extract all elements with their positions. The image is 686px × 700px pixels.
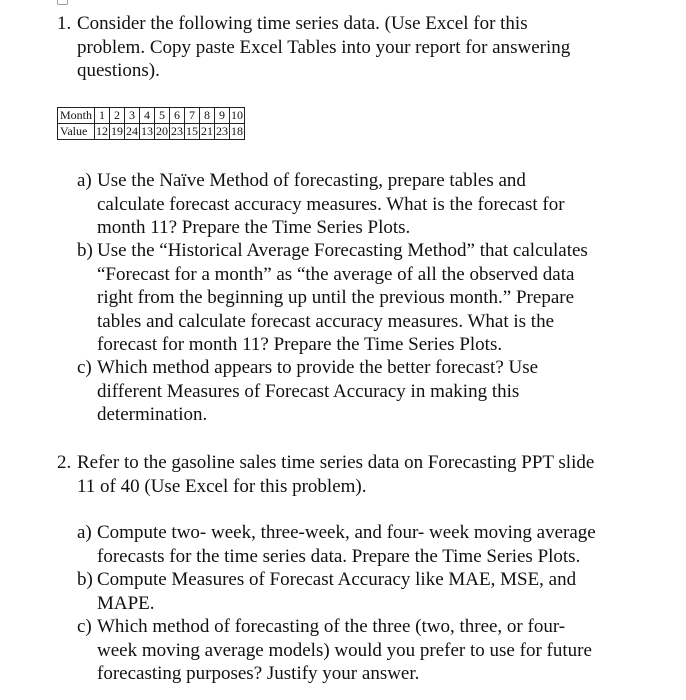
table-cell: 19	[111, 124, 124, 138]
table-cell: 15	[186, 124, 199, 138]
table-cell: 13	[141, 124, 154, 138]
table-cell: 18	[231, 124, 244, 138]
part-letter: a)	[77, 170, 92, 191]
table-cell: 7	[185, 108, 200, 124]
table-row-month	[58, 108, 245, 124]
part-line: “Forecast for a month” as “the average of all the observed data	[97, 263, 575, 285]
table-cell: 12	[96, 124, 109, 138]
question-1-line-2: problem. Copy paste Excel Tables into your report for answering	[77, 36, 571, 58]
question-1-number: 1.	[57, 13, 72, 34]
part-letter: a)	[77, 522, 92, 543]
question-2-line-1: Refer to the gasoline sales time series data on Forecasting PPT slide	[77, 452, 595, 473]
part-line: Compute two- week, three-week, and four- week moving average	[97, 522, 596, 543]
table-cell: 24	[126, 124, 139, 138]
table-cell: 8	[200, 108, 215, 124]
part-letter: c)	[77, 616, 92, 637]
part-line: different Measures of Forecast Accuracy in making this	[97, 380, 520, 402]
question-2-part-b	[77, 568, 677, 615]
checkbox-icon	[57, 0, 68, 5]
part-line: Use the “Historical Average Forecasting Method” that calculates	[97, 240, 588, 261]
question-2-line-2: 11 of 40 (Use Excel for this problem).	[77, 475, 367, 497]
part-letter: c)	[77, 357, 92, 378]
table-cell: 21	[201, 124, 214, 138]
part-line: Use the Naïve Method of forecasting, prepare tables and	[97, 170, 526, 191]
part-line: right from the beginning up until the previous month.” Prepare	[97, 287, 575, 308]
question-1-line-3: questions).	[77, 60, 160, 81]
part-line: Which method appears to provide the better forecast? Use	[97, 357, 539, 378]
part-line: Compute Measures of Forecast Accuracy like MAE, MSE, and	[97, 569, 577, 590]
part-line: calculate forecast accuracy measures. What is the forecast for	[97, 193, 565, 215]
part-line: forecasting purposes? Justify your answer.	[97, 663, 420, 684]
question-1	[57, 12, 677, 83]
table-cell: 4	[140, 108, 155, 124]
question-1-line-1: Consider the following time series data. (Use Excel for this	[77, 13, 528, 34]
time-series-table	[57, 107, 245, 140]
table-row-label: Month	[58, 108, 95, 124]
part-line: Which method of forecasting of the three (two, three, or four-	[97, 616, 566, 637]
part-line: forecasts for the time series data. Prepare the Time Series Plots.	[97, 545, 581, 567]
question-1-part-b	[77, 239, 677, 357]
table-cell: 23	[171, 124, 184, 138]
part-line: tables and calculate forecast accuracy measures. What is the	[97, 310, 555, 332]
table-cell: 1	[95, 108, 110, 124]
question-2-number: 2.	[57, 452, 72, 473]
table-cell: 2	[110, 108, 125, 124]
table-cell: 10	[231, 108, 244, 122]
part-line: week moving average models) would you prefer to use for future	[97, 639, 592, 661]
part-letter: b)	[77, 569, 93, 590]
table-cell: 5	[155, 108, 170, 124]
part-letter: b)	[77, 240, 93, 261]
table-cell: 23	[216, 124, 229, 138]
question-1-part-c	[77, 356, 677, 427]
question-1-part-a	[77, 169, 677, 240]
table-cell: 20	[156, 124, 169, 138]
table-cell: 9	[215, 108, 230, 124]
question-2-part-c	[77, 615, 677, 686]
table-cell: 3	[125, 108, 140, 124]
question-2	[57, 451, 677, 498]
question-2-part-a	[77, 521, 677, 568]
table-cell: 6	[170, 108, 185, 124]
part-line: determination.	[97, 404, 208, 425]
part-line: forecast for month 11? Prepare the Time Series Plots.	[97, 334, 503, 355]
table-row-label: Value	[58, 124, 95, 140]
part-line: MAPE.	[97, 592, 155, 614]
part-line: month 11? Prepare the Time Series Plots.	[97, 217, 411, 238]
table-row-value	[58, 124, 245, 140]
